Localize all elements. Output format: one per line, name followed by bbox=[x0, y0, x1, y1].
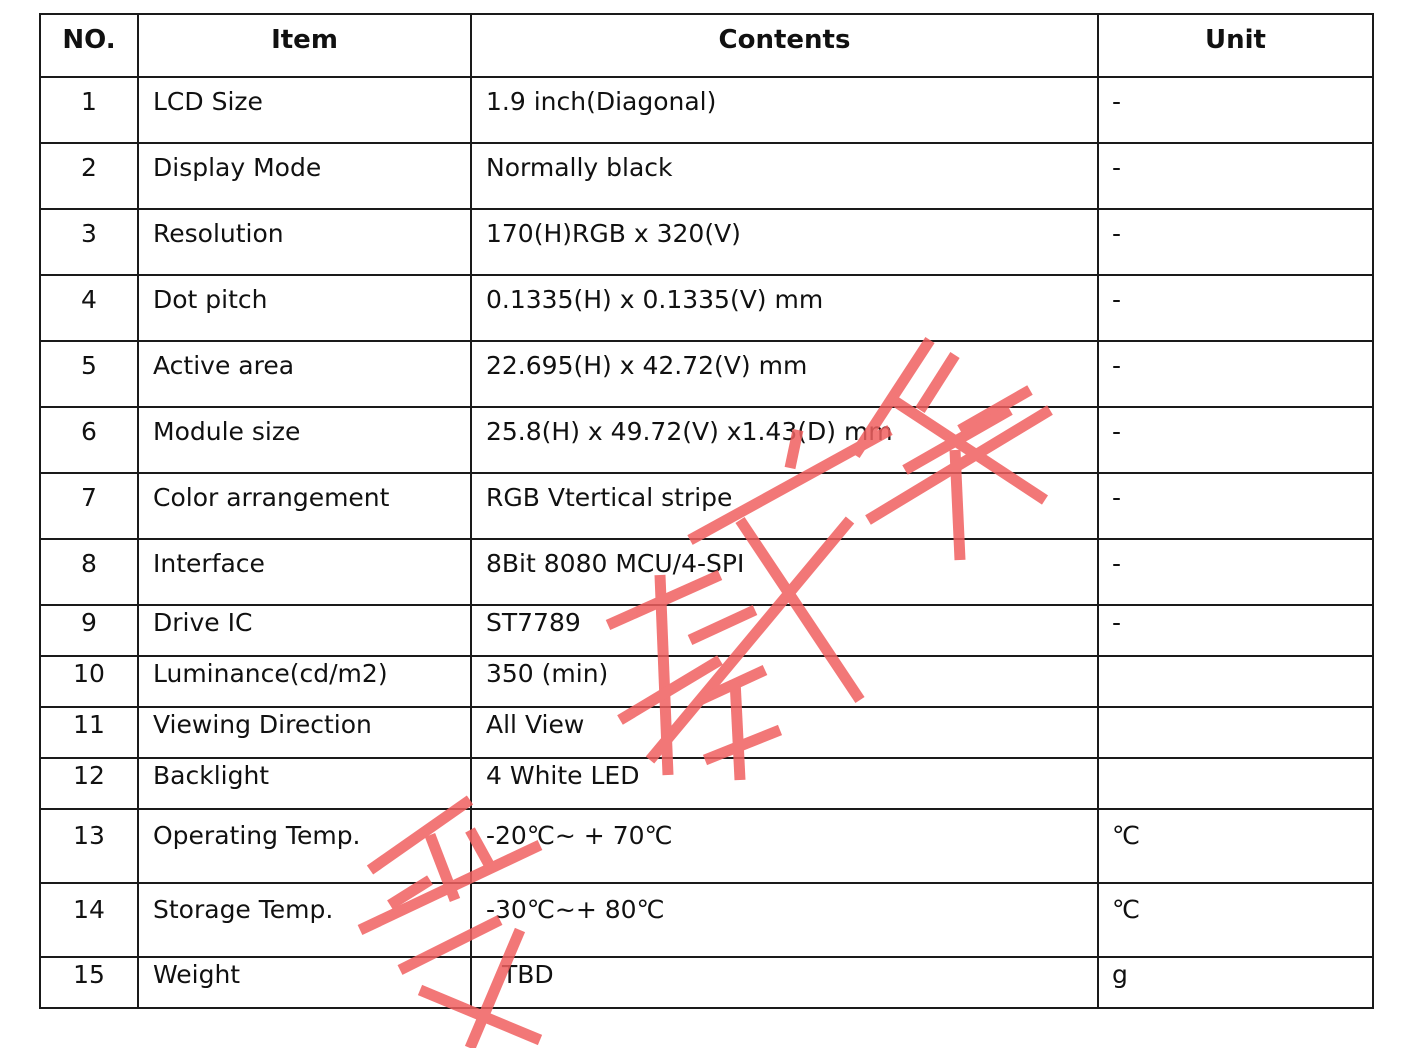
row-unit bbox=[1098, 707, 1373, 758]
table-row bbox=[40, 143, 1373, 209]
row-contents: 22.695(H) x 42.72(V) mm bbox=[471, 341, 1098, 407]
row-no: 9 bbox=[40, 605, 138, 656]
row-no: 3 bbox=[40, 209, 138, 275]
row-contents: 350 (min) bbox=[471, 656, 1098, 707]
row-no: 5 bbox=[40, 341, 138, 407]
row-contents: -20℃~ + 70℃ bbox=[471, 809, 1098, 883]
row-no: 4 bbox=[40, 275, 138, 341]
row-contents: 170(H)RGB x 320(V) bbox=[471, 209, 1098, 275]
row-unit: - bbox=[1098, 275, 1373, 341]
table-row bbox=[40, 539, 1373, 605]
row-unit: ℃ bbox=[1098, 809, 1373, 883]
row-unit: g bbox=[1098, 957, 1373, 1008]
row-no: 14 bbox=[40, 883, 138, 957]
row-item: Backlight bbox=[138, 758, 471, 809]
row-no: 8 bbox=[40, 539, 138, 605]
row-unit: - bbox=[1098, 473, 1373, 539]
table-row bbox=[40, 758, 1373, 809]
row-unit: - bbox=[1098, 209, 1373, 275]
row-no: 12 bbox=[40, 758, 138, 809]
row-item: Drive IC bbox=[138, 605, 471, 656]
row-no: 6 bbox=[40, 407, 138, 473]
row-item: Display Mode bbox=[138, 143, 471, 209]
table-row bbox=[40, 656, 1373, 707]
header-no: NO. bbox=[40, 14, 138, 77]
table-row bbox=[40, 473, 1373, 539]
row-unit bbox=[1098, 656, 1373, 707]
table-row bbox=[40, 605, 1373, 656]
header-contents: Contents bbox=[471, 14, 1098, 77]
row-contents: 0.1335(H) x 0.1335(V) mm bbox=[471, 275, 1098, 341]
row-unit: - bbox=[1098, 539, 1373, 605]
row-no: 13 bbox=[40, 809, 138, 883]
row-item: Viewing Direction bbox=[138, 707, 471, 758]
table-row bbox=[40, 707, 1373, 758]
row-item: Resolution bbox=[138, 209, 471, 275]
row-no: 15 bbox=[40, 957, 138, 1008]
row-no: 1 bbox=[40, 77, 138, 143]
header-unit: Unit bbox=[1098, 14, 1373, 77]
row-item: Active area bbox=[138, 341, 471, 407]
header-row bbox=[40, 14, 1373, 77]
row-contents: 8Bit 8080 MCU/4-SPI bbox=[471, 539, 1098, 605]
row-no: 10 bbox=[40, 656, 138, 707]
row-contents: TBD bbox=[471, 957, 1098, 1008]
row-unit: - bbox=[1098, 77, 1373, 143]
spec-table bbox=[39, 13, 1374, 1009]
row-contents: 1.9 inch(Diagonal) bbox=[471, 77, 1098, 143]
table-row bbox=[40, 77, 1373, 143]
table-row bbox=[40, 341, 1373, 407]
row-item: Weight bbox=[138, 957, 471, 1008]
row-item: Module size bbox=[138, 407, 471, 473]
row-unit bbox=[1098, 758, 1373, 809]
row-unit: - bbox=[1098, 407, 1373, 473]
header-item: Item bbox=[138, 14, 471, 77]
table-row bbox=[40, 883, 1373, 957]
row-contents: 25.8(H) x 49.72(V) x1.43(D) mm bbox=[471, 407, 1098, 473]
row-item: Storage Temp. bbox=[138, 883, 471, 957]
table-row bbox=[40, 957, 1373, 1008]
row-item: Interface bbox=[138, 539, 471, 605]
row-item: Operating Temp. bbox=[138, 809, 471, 883]
table-row bbox=[40, 809, 1373, 883]
row-contents: All View bbox=[471, 707, 1098, 758]
table-row bbox=[40, 407, 1373, 473]
row-item: Color arrangement bbox=[138, 473, 471, 539]
row-unit: ℃ bbox=[1098, 883, 1373, 957]
row-contents: -30℃~+ 80℃ bbox=[471, 883, 1098, 957]
row-no: 11 bbox=[40, 707, 138, 758]
row-unit: - bbox=[1098, 143, 1373, 209]
row-item: Dot pitch bbox=[138, 275, 471, 341]
row-item: LCD Size bbox=[138, 77, 471, 143]
row-item: Luminance(cd/m2) bbox=[138, 656, 471, 707]
table-row bbox=[40, 275, 1373, 341]
row-no: 2 bbox=[40, 143, 138, 209]
row-unit: - bbox=[1098, 605, 1373, 656]
row-contents: ST7789 bbox=[471, 605, 1098, 656]
row-unit: - bbox=[1098, 341, 1373, 407]
table-row bbox=[40, 209, 1373, 275]
row-contents: 4 White LED bbox=[471, 758, 1098, 809]
row-contents: RGB Vtertical stripe bbox=[471, 473, 1098, 539]
row-contents: Normally black bbox=[471, 143, 1098, 209]
row-no: 7 bbox=[40, 473, 138, 539]
